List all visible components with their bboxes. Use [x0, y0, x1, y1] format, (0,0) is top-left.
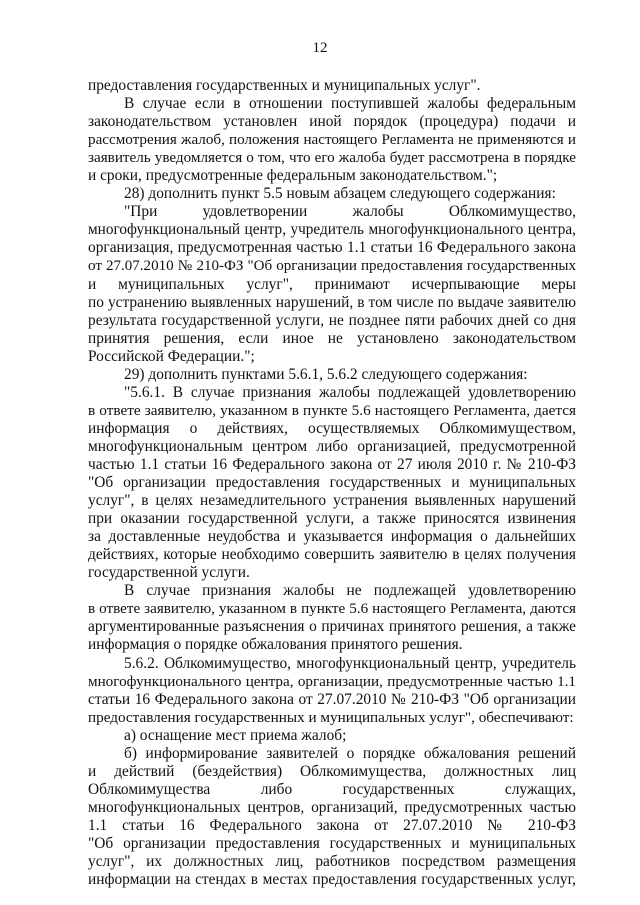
text-line: многофункциональных центров, организаций, предусмотренных частью: [88, 798, 576, 816]
text-line: 5.6.2. Облкомимущество, многофункциональный центр, учредитель: [124, 654, 576, 672]
text-line: 1.1 статьи 16 Федерального закона от 27.07.2010 № 210-ФЗ: [88, 816, 576, 834]
text-line: "Об организации предоставления государственных и муниципальных: [88, 474, 576, 492]
text-line: частью 1.1 статьи 16 Федерального закона от 27 июля 2010 г. № 210-ФЗ: [88, 455, 576, 473]
text-line: многофункциональным центром либо организацией, предусмотренной: [88, 437, 576, 455]
text-line: и действий (бездействия) Облкомимущества, должностных лиц: [88, 762, 576, 780]
text-line: и муниципальных услуг", принимают исчерпывающие меры: [88, 275, 576, 293]
text-line: результата государственной услуги, не позднее пяти рабочих дней со дня: [88, 311, 576, 329]
text-line: при оказании государственной услуги, а также приносятся извинения: [88, 510, 576, 528]
text-line: "При удовлетворении жалобы Облкомимущество,: [124, 203, 576, 221]
text-line: "5.6.1. В случае признания жалобы подлежащей удовлетворению: [124, 383, 576, 401]
text-line: от 27.07.2010 № 210-ФЗ "Об организации предоставления государственных: [88, 258, 576, 275]
text-line: статьи 16 Федерального закона от 27.07.2010 № 210-ФЗ "Об организации: [88, 690, 576, 708]
text-line: за доставленные неудобства и указывается информация о дальнейших: [88, 528, 576, 546]
text-line: информации на стендах в местах предоставления государственных услуг,: [88, 871, 576, 889]
text-line: 28) дополнить пункт 5.5 новым абзацем следующего содержания:: [124, 185, 556, 203]
page-number: 12: [312, 40, 328, 56]
text-line: "Об организации предоставления государственных и муниципальных: [88, 834, 576, 852]
text-line: 29) дополнить пунктами 5.6.1, 5.6.2 следующего содержания:: [124, 365, 528, 383]
text-line: аргументированные разъяснения о причинах принятого решения, а также: [88, 618, 576, 636]
text-line: услуг", их должностных лиц, работников посредством размещения: [88, 853, 576, 871]
text-line: б) информирование заявителей о порядке обжалования решений: [124, 744, 576, 762]
text-line: в ответе заявителю, указанном в пункте 5.6 настоящего Регламента, даются: [88, 601, 576, 618]
text-line: принятия решения, если иное не установлено законодательством: [88, 329, 576, 347]
text-line: Облкомимущества либо государственных служащих,: [88, 780, 576, 798]
text-line: организация, предусмотренная частью 1.1 статьи 16 Федерального закона: [88, 239, 576, 257]
text-line: а) оснащение мест приема жалоб;: [124, 726, 347, 744]
text-line: в ответе заявителю, указанном в пункте 5.6 настоящего Регламента, дается: [88, 401, 576, 419]
text-line: законодательством установлен иной порядок (процедура) подачи и: [88, 113, 576, 131]
text-line: В случае если в отношении поступившей жалобы федеральным: [124, 95, 576, 113]
text-line: рассмотрения жалоб, положения настоящего Регламента не применяются и: [88, 132, 576, 149]
text-line: многофункциональный центр, учредитель многофункционального центра,: [88, 221, 576, 239]
text-line: Российской Федерации.";: [88, 347, 255, 365]
text-line: В случае признания жалобы не подлежащей удовлетворению: [124, 582, 576, 600]
text-line: информация о порядке обжалования принятого решения.: [88, 636, 463, 654]
text-line: заявитель уведомляется о том, что его жалоба будет рассмотрена в порядке: [88, 149, 576, 167]
text-line: предоставления государственных и муниципальных услуг", обеспечивают:: [88, 708, 574, 726]
text-line: по устранению выявленных нарушений, в том числе по выдаче заявителю: [88, 293, 576, 311]
document-body: [88, 77, 576, 889]
text-line: многофункционального центра, организации, предусмотренные частью 1.1: [88, 672, 576, 690]
text-line: и сроки, предусмотренные федеральным законодательством.";: [88, 167, 498, 185]
text-line: услуг", в целях незамедлительного устранения выявленных нарушений: [88, 492, 576, 510]
text-line: предоставления государственных и муниципальных услуг".: [88, 77, 481, 94]
text-line: действиях, которые необходимо совершить заявителю в целях получения: [88, 546, 576, 564]
text-line: государственной услуги.: [88, 564, 250, 582]
text-line: информация о действиях, осуществляемых Облкомимуществом,: [88, 419, 576, 437]
